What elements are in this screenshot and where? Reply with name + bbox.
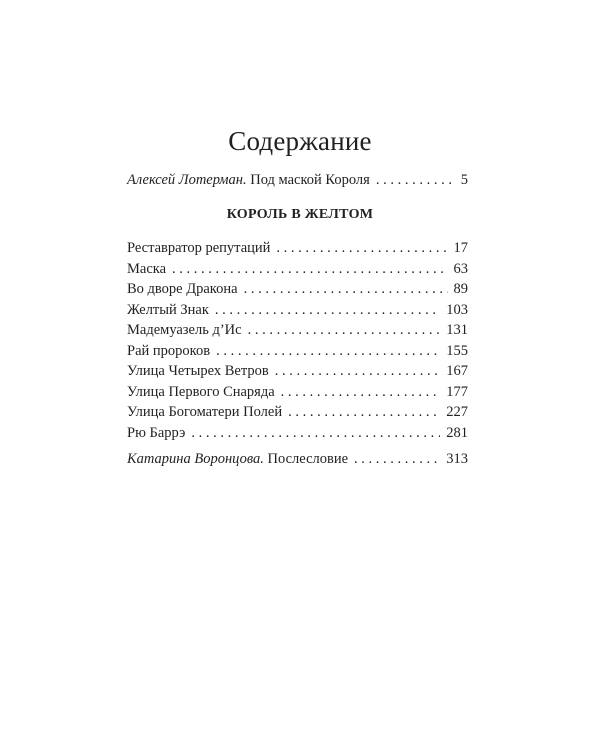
- dot-leader: [288, 402, 440, 423]
- dot-leader: [244, 279, 448, 300]
- dot-leader: [276, 238, 447, 259]
- dot-leader: [248, 320, 441, 341]
- toc-stories-list: [127, 238, 468, 443]
- entry-page-number: 155: [446, 342, 468, 359]
- entry-page-number: 177: [446, 383, 468, 400]
- entry-label: [127, 170, 370, 191]
- toc-foreword: [127, 170, 468, 191]
- entry-title: Мадемуазель д’Ис: [127, 322, 242, 338]
- dot-leader: [215, 300, 440, 321]
- dot-leader: [172, 259, 447, 280]
- entry-page-number: 131: [446, 322, 468, 338]
- dot-leader: [275, 361, 441, 382]
- toc-entry[interactable]: [127, 320, 468, 341]
- entry-title: Послесловие: [267, 451, 349, 467]
- toc-entry[interactable]: [127, 382, 468, 403]
- entry-title: Реставратор репутаций: [127, 240, 271, 256]
- toc-entry[interactable]: [127, 279, 468, 300]
- entry-title: Улица Первого Снаряда: [127, 383, 275, 400]
- entry-page-number: 167: [446, 363, 468, 379]
- toc-entry-foreword[interactable]: [127, 170, 468, 191]
- section-heading: КОРОЛЬ В ЖЕЛТОМ: [226, 207, 374, 222]
- entry-title: Маска: [127, 260, 167, 277]
- dot-leader: [191, 423, 440, 444]
- toc-entry-afterword[interactable]: [127, 449, 468, 470]
- toc-afterword: [127, 449, 468, 470]
- toc-entry[interactable]: [127, 402, 468, 423]
- dot-leader: [376, 170, 455, 191]
- entry-title: Рю Баррэ: [127, 424, 186, 441]
- entry-title: Желтый Знак: [127, 301, 209, 318]
- entry-title: Рай пророков: [127, 342, 211, 359]
- toc-entry[interactable]: [127, 300, 468, 321]
- entry-title: Улица Четырех Ветров: [127, 363, 269, 379]
- page-title: Содержание: [228, 126, 372, 157]
- entry-page-number: 5: [460, 172, 468, 188]
- toc-entry[interactable]: [127, 238, 468, 259]
- dot-leader: [216, 341, 440, 362]
- entry-page-number: 89: [453, 281, 468, 297]
- dot-leader: [354, 449, 440, 470]
- toc-entry[interactable]: [127, 259, 468, 280]
- entry-page-number: 281: [446, 424, 468, 441]
- toc-entry[interactable]: [127, 423, 468, 444]
- entry-title: Во дворе Дракона: [127, 281, 238, 297]
- dot-leader: [281, 382, 441, 403]
- entry-label: [127, 449, 348, 470]
- entry-page-number: 313: [446, 451, 468, 467]
- entry-author: Катарина Воронцова.: [127, 451, 264, 467]
- entry-page-number: 63: [453, 260, 468, 277]
- entry-title: Под маской Короля: [250, 172, 370, 188]
- entry-page-number: 17: [453, 240, 468, 256]
- toc-entry[interactable]: [127, 341, 468, 362]
- entry-author: Алексей Лотерман.: [127, 172, 247, 188]
- entry-page-number: 103: [446, 301, 468, 318]
- entry-page-number: 227: [446, 404, 468, 420]
- toc-entry[interactable]: [127, 361, 468, 382]
- entry-title: Улица Богоматери Полей: [127, 404, 283, 420]
